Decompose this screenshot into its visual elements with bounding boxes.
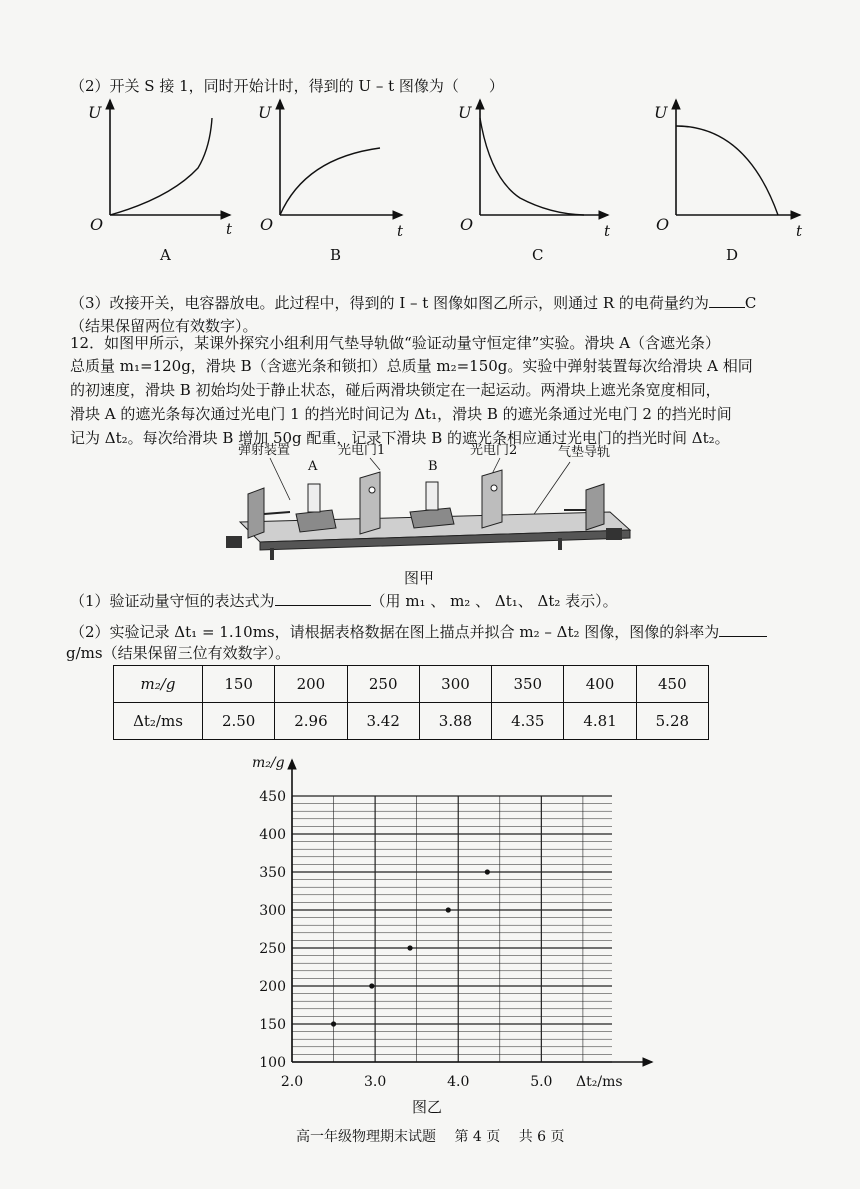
- table-header-m2: m₂/g: [114, 666, 203, 703]
- table-cell: 4.35: [492, 703, 564, 740]
- q12-sub1-note: （用 m₁ 、 m₂ 、 Δt₁、 Δt₂ 表示）。: [370, 592, 618, 610]
- q11-option-graphs: [80, 98, 820, 268]
- table-row-dt2: [114, 703, 709, 740]
- x-tick-label: 4.0: [447, 1074, 470, 1090]
- table-cell: 300: [419, 666, 491, 703]
- slider-b-label: B: [428, 459, 438, 474]
- option-a-label: A: [160, 246, 171, 264]
- y-tick-label: 200: [259, 979, 286, 995]
- page-footer: 高一年级物理期末试题 第 4 页 共 6 页: [296, 1129, 565, 1145]
- q12-sub1-line: [70, 591, 618, 611]
- data-table: [113, 665, 709, 740]
- x-tick-label: 2.0: [280, 1074, 304, 1090]
- q12-line-3: 的初速度，滑块 B 初始均处于静止状态，碰后两滑块锁定在一起运动。两滑块上遮光条宽度相同，: [70, 381, 721, 399]
- table-cell: 200: [275, 666, 347, 703]
- option-a-graph: [88, 100, 233, 264]
- data-point: [369, 983, 374, 988]
- slider-b: [410, 482, 454, 528]
- x-tick-label: 3.0: [363, 1074, 387, 1090]
- air-track-apparatus-figure: [220, 440, 640, 570]
- photogate-2: [482, 470, 502, 528]
- option-d-origin: O: [656, 215, 670, 234]
- option-c-label: C: [532, 246, 544, 264]
- track-label: 气垫导轨: [558, 445, 611, 460]
- option-c-x-label: t: [604, 222, 611, 240]
- option-a-origin: O: [90, 215, 104, 234]
- table-cell: 3.42: [347, 703, 419, 740]
- chart-y-label: m₂/g: [252, 755, 285, 771]
- gate1-label: 光电门1: [338, 443, 386, 458]
- table-cell: 2.50: [203, 703, 275, 740]
- q11-part2-line: （2）开关 S 接 1，同时开始计时，得到的 U – t 图像为（ ）: [70, 77, 504, 95]
- q12-line-5: 记为 Δt₂。每次给滑块 B 增加 50g 配重，记录下滑块 B 的遮光条相应通过光电门的挡光时间 Δt₂。: [70, 429, 730, 447]
- y-tick-label: 150: [259, 1017, 286, 1033]
- q12-line-4: 滑块 A 的遮光条每次通过光电门 1 的挡光时间记为 Δt₁，滑块 B 的遮光条通过光电门 2 的挡光时间: [70, 405, 732, 423]
- slider-a-label: A: [308, 459, 318, 474]
- q12-sub2-text: （2）实验记录 Δt₁ = 1.10ms，请根据表格数据在图上描点并拟合 m₂ – Δt₂ 图像，图像的斜率为: [70, 623, 720, 641]
- launcher-label: 弹射装置: [238, 443, 291, 458]
- table-cell: 450: [636, 666, 708, 703]
- chart-grid: [292, 796, 612, 1062]
- q11-part3-text: （3）改接开关，电容器放电。此过程中，得到的 I – t 图像如图乙所示，则通过 R 的电荷量约为: [70, 294, 709, 312]
- y-tick-label: 450: [259, 789, 286, 805]
- option-a-x-label: t: [226, 220, 233, 238]
- q11-part3-unit: C: [744, 294, 757, 312]
- y-tick-label: 300: [259, 903, 286, 919]
- option-d-x-label: t: [796, 222, 803, 240]
- option-b-x-label: t: [397, 222, 404, 240]
- option-c-origin: O: [460, 215, 474, 234]
- option-d-y-label: U: [654, 103, 668, 122]
- data-point: [446, 907, 451, 912]
- option-c-curve: [480, 118, 584, 215]
- option-b-curve: [280, 148, 380, 215]
- option-b-y-label: U: [258, 103, 272, 122]
- table-cell: 2.96: [275, 703, 347, 740]
- q11-part3-line1: [70, 293, 756, 313]
- table-cell: 4.81: [564, 703, 636, 740]
- table-cell: 350: [492, 666, 564, 703]
- chart-x-label: Δt₂/ms: [576, 1074, 623, 1090]
- option-b-graph: [258, 100, 404, 264]
- table-cell: 400: [564, 666, 636, 703]
- data-point: [407, 945, 412, 950]
- table-cell: 3.88: [419, 703, 491, 740]
- q12-sub1-answer-blank: [275, 591, 371, 606]
- table-row-m2: [114, 666, 709, 703]
- q12-sub2-line2: g/ms（结果保留三位有效数字）。: [66, 644, 291, 662]
- option-b-label: B: [330, 246, 342, 264]
- q12-line-1: 12．如图甲所示，某课外探究小组利用气垫导轨做“验证动量守恒定律”实验。滑块 A（含遮光条）: [70, 334, 721, 352]
- option-d-graph: [654, 100, 803, 264]
- y-tick-label: 400: [259, 827, 286, 843]
- y-tick-label: 100: [259, 1055, 286, 1071]
- y-tick-label: 350: [259, 865, 286, 881]
- option-d-label: D: [726, 246, 739, 264]
- chart-axes: [292, 760, 652, 1062]
- data-point: [485, 869, 490, 874]
- table-cell: 5.28: [636, 703, 708, 740]
- q12-sub1-text: （1）验证动量守恒的表达式为: [70, 592, 275, 610]
- m2-dt2-chart: [240, 752, 660, 1092]
- fig-b-caption: 图乙: [412, 1098, 443, 1116]
- table-header-dt2: Δt₂/ms: [114, 703, 203, 740]
- table-cell: 250: [347, 666, 419, 703]
- y-tick-label: 250: [259, 941, 286, 957]
- option-d-curve: [676, 126, 778, 215]
- option-a-y-label: U: [88, 103, 102, 122]
- q11-part3-answer-blank: [709, 293, 745, 308]
- option-c-graph: [458, 100, 611, 264]
- q12-sub2-answer-blank: [719, 622, 767, 637]
- q11-part3-line2: （结果保留两位有效数字）。: [70, 317, 258, 335]
- fig-a-caption: 图甲: [404, 569, 435, 587]
- q12-sub2-line1: [70, 622, 767, 642]
- option-b-origin: O: [260, 215, 274, 234]
- x-tick-label: 5.0: [530, 1074, 553, 1090]
- option-a-curve: [110, 118, 212, 215]
- option-c-y-label: U: [458, 103, 472, 122]
- gate2-label: 光电门2: [470, 443, 518, 458]
- q12-line-2: 总质量 m₁=120g，滑块 B（含遮光条和锁扣）总质量 m₂=150g。实验中弹射装置每次给滑块 A 相同: [70, 357, 753, 375]
- slider-a: [296, 484, 336, 532]
- photogate-1: [360, 472, 380, 534]
- table-cell: 150: [203, 666, 275, 703]
- data-point: [331, 1021, 336, 1026]
